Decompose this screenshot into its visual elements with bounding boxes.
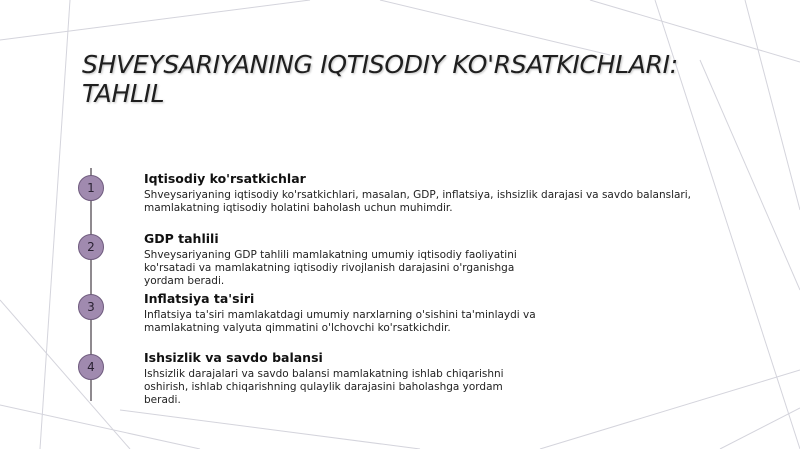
step-2-heading: GDP tahlili xyxy=(144,231,219,246)
step-3-heading: Inflatsiya ta'siri xyxy=(144,291,255,306)
step-4-heading: Ishsizlik va savdo balansi xyxy=(144,350,323,365)
step-2-text: Shveysariyaning GDP tahlili mamlakatning umumiy iqtisodiy faoliyatini ko'rsatadi va mamlakatning iqtisodiy rivojlanish darajasini o'rganishga yordam beradi. xyxy=(144,249,517,287)
step-2-number-circle: 2 xyxy=(78,234,104,260)
step-4-text: Ishsizlik darajalari va savdo balansi mamlakatning ishlab chiqarishni oshirish, ishlab chiqarishning qulaylik darajasini baholashga yordam beradi. xyxy=(144,368,504,406)
step-3-text: Inflatsiya ta'siri mamlakatdagi umumiy narxlarning o'sishini ta'minlaydi va mamlakatning valyuta qimmatini o'lchovchi ko'rsatkichdir. xyxy=(144,309,536,334)
step-1-text: Shveysariyaning iqtisodiy ko'rsatkichlari, masalan, GDP, inflatsiya, ishsizlik darajasi va savdo balanslari, mamlakatning iqtisodiy holatini baholash uchun muhimdir. xyxy=(144,189,691,214)
step-3-number-circle: 3 xyxy=(78,294,104,320)
step-4-number-circle: 4 xyxy=(78,354,104,380)
step-1-number-circle: 1 xyxy=(78,175,104,201)
slide-title: SHVEYSARIYANING IQTISODIY KO'RSATKICHLARI: TAHLIL xyxy=(82,50,678,108)
step-1-heading: Iqtisodiy ko'rsatkichlar xyxy=(144,171,306,186)
